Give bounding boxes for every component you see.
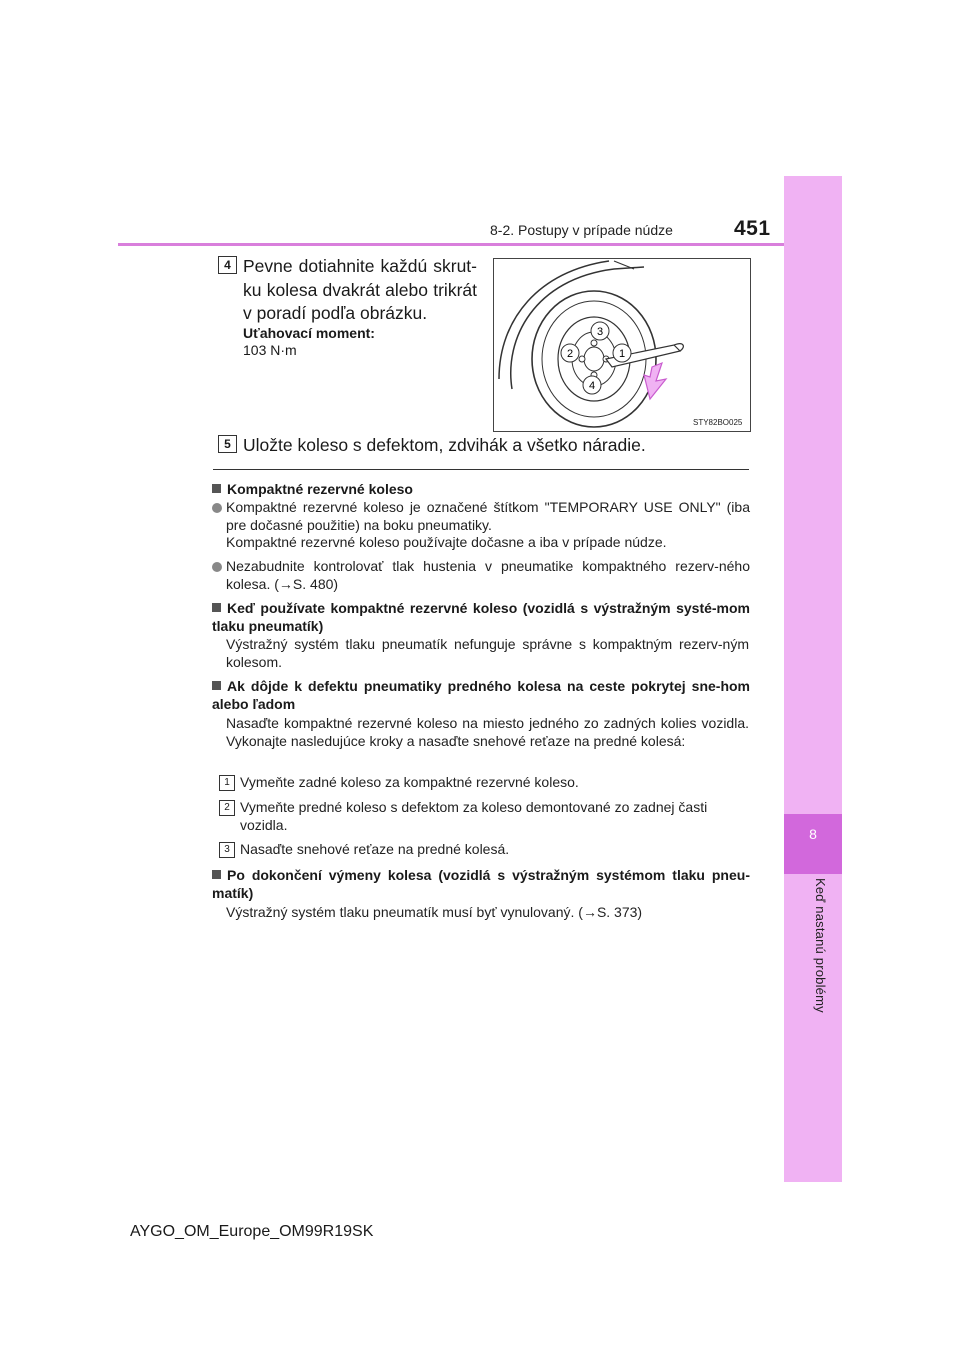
note-heading-text: Kompaktné rezervné koleso — [227, 481, 413, 497]
note-heading-tpms-spare — [212, 599, 750, 635]
note-body-tpms-spare: Výstražný systém tlaku pneumatík nefunguje správne s kompaktným rezerv-ným kolesom. — [226, 636, 749, 670]
note-heading-after-change — [212, 866, 750, 902]
step-number-5: 5 — [218, 435, 237, 453]
square-bullet-icon — [212, 603, 221, 612]
nut-label-4: 4 — [588, 380, 596, 392]
substep-number-3: 3 — [219, 842, 235, 858]
chapter-number-block — [784, 814, 842, 874]
substep-text-3: Nasaďte snehové reťaze na predné kolesá. — [240, 841, 510, 857]
figure-code: STY82BO025 — [693, 418, 743, 427]
bullet-text: Kompaktné rezervné koleso je označené štítkom "TEMPORARY USE ONLY" (iba pre dočasné použitie) na boku pneumatiky. — [226, 499, 750, 533]
square-bullet-icon — [212, 870, 221, 879]
chapter-number: 8 — [809, 826, 817, 842]
note-body-after-change: Výstražný systém tlaku pneumatík musí byť vynulovaný. (→S. 373) — [226, 904, 643, 920]
bullet-item — [212, 499, 750, 552]
nut-label-2: 2 — [566, 348, 574, 360]
step-5-text: Uložte koleso s defektom, zdvihák a všetko náradie. — [243, 435, 646, 455]
substep-text-2: Vymeňte predné koleso s defektom za koleso demontované zo zadnej časti vozidla. — [240, 799, 708, 833]
torque-value: 103 N·m — [243, 342, 297, 358]
section-divider — [213, 469, 749, 470]
round-bullet-icon — [212, 562, 222, 572]
nut-label-1: 1 — [618, 348, 626, 360]
square-bullet-icon — [212, 484, 221, 493]
note-heading-text: Po dokončení výmeny kolesa (vozidlá s výstražným systémom tlaku pneu-matík) — [212, 867, 750, 901]
document-id: AYGO_OM_Europe_OM99R19SK — [130, 1223, 374, 1240]
note-heading-text: Ak dôjde k defektu pneumatiky predného kolesa na ceste pokrytej sne-hom alebo ľadom — [212, 678, 750, 712]
bullet-text: Kompaktné rezervné koleso používajte dočasne a iba v prípade núdze. — [226, 534, 667, 550]
section-title: 8-2. Postupy v prípade núdze — [490, 222, 673, 238]
bullet-text: Nezabudnite kontrolovať tlak hustenia v pneumatike kompaktného rezerv-ného kolesa. (→S. 480) — [226, 558, 750, 592]
bullet-item — [212, 558, 750, 593]
wheel-tightening-figure — [493, 258, 751, 432]
step-number-4: 4 — [218, 256, 237, 274]
chapter-title: Keď nastanú problémy — [813, 878, 828, 1013]
round-bullet-icon — [212, 503, 222, 513]
substep-number-2: 2 — [219, 800, 235, 816]
substep-number-1: 1 — [219, 775, 235, 791]
note-heading-front-flat — [212, 677, 750, 713]
header-rule — [118, 243, 784, 246]
nut-label-3: 3 — [596, 326, 604, 338]
page-number: 451 — [734, 217, 771, 240]
step-4-text: Pevne dotiahnite každú skrut-ku kolesa dvakrát alebo trikrát v poradí podľa obrázku. — [243, 256, 477, 323]
note-body-front-flat: Nasaďte kompaktné rezervné koleso na miesto jedného zo zadných kolies vozidla. Vykonajte nasledujúce kroky a nasaďte snehové reťaze na predné kolesá: — [226, 715, 749, 749]
note-heading-compact-spare — [212, 480, 750, 498]
wheel-icon — [494, 259, 750, 431]
torque-label: Uťahovací moment: — [243, 325, 375, 341]
square-bullet-icon — [212, 681, 221, 690]
substep-text-1: Vymeňte zadné koleso za kompaktné rezervné koleso. — [240, 774, 579, 790]
note-heading-text: Keď používate kompaktné rezervné koleso (vozidlá s výstražným systé-mom tlaku pneumatík) — [212, 600, 750, 634]
